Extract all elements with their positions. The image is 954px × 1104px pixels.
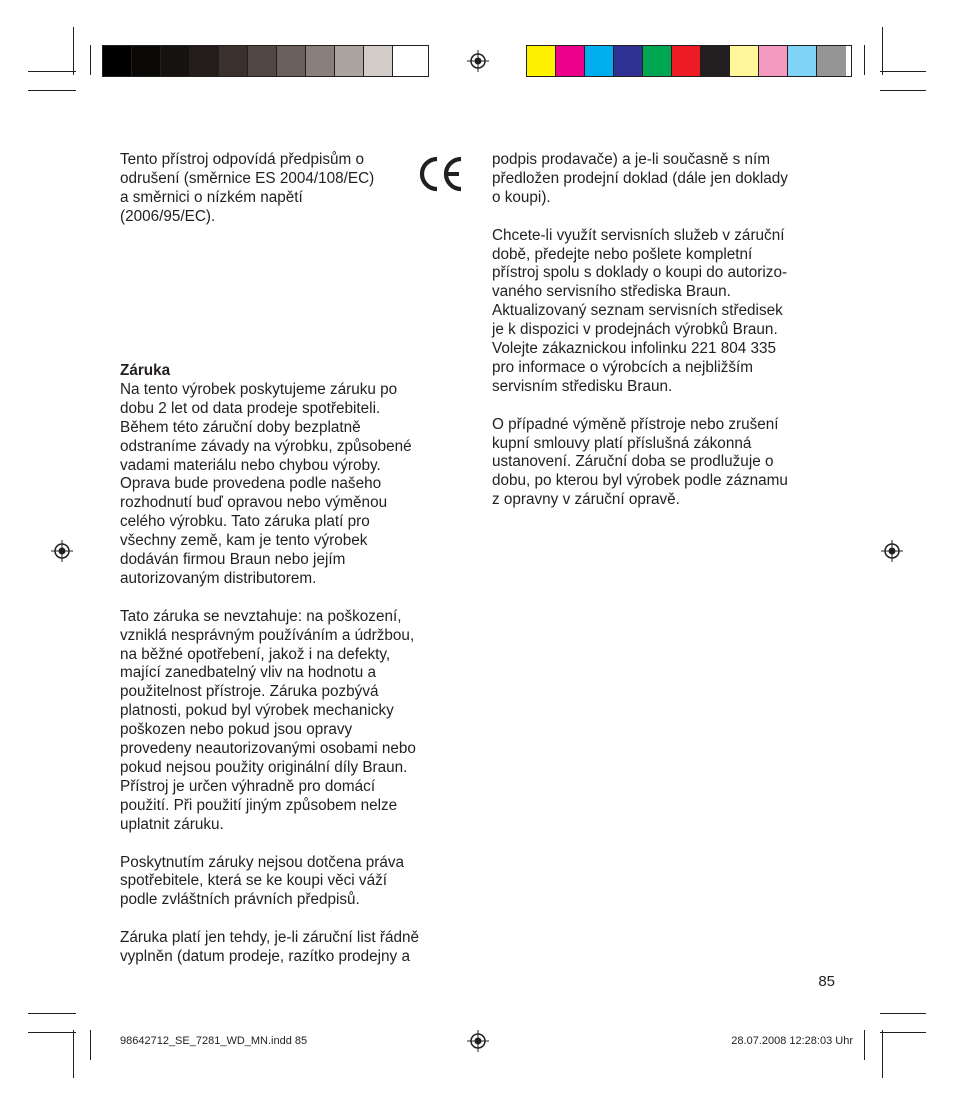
color-swatch [248,46,277,76]
color-swatch [277,46,306,76]
color-swatch [219,46,248,76]
color-swatch [701,46,730,76]
warranty-paragraph: O případné výměně přístroje nebo zrušení kupní smlouvy platí příslušná zákonná ustanovení. Záruční doba se prodlužuje o dobu, po kterou byl výrobek podle záznamu z opravny v záruční opravě. [492,415,788,509]
color-swatch [788,46,817,76]
crop-mark [882,1030,883,1078]
crop-mark [73,1030,74,1078]
crop-mark [864,1030,865,1060]
page-number: 85 [818,973,835,990]
warranty-paragraph: podpis prodavače) a je-li současně s ním předložen prodejní doklad (dále jen doklady o koupi). [492,151,788,206]
warranty-paragraph: Na tento výrobek poskytujeme záruku po dobu 2 let od data prodeje spotřebiteli. Během této záruční doby bezplatně odstraníme závady na výrobku, způsobené vadami materiálu nebo chybou výroby. Oprava bude provedena podle našeho rozhodnutí buď opravou nebo výměnou celého výrobku. Tato záruka platí pro všechny země, kam je tento výrobek dodáván firmou Braun nebo jejím autorizovaným distributorem. [120,380,412,587]
crop-mark [882,27,883,75]
crop-mark [90,45,91,75]
color-swatch [161,46,190,76]
crop-mark [880,1032,926,1033]
crop-mark [73,27,74,75]
color-swatch [643,46,672,76]
color-swatch [393,46,422,76]
footer-file-slug: 98642712_SE_7281_WD_MN.indd 85 [120,1035,308,1047]
conformity-statement [120,151,420,227]
color-swatch [335,46,364,76]
color-swatch [306,46,335,76]
warranty-column-left [120,362,465,967]
crop-mark [28,1032,76,1033]
crop-mark [880,1013,926,1014]
registration-mark-icon [467,1030,489,1052]
color-swatch [556,46,585,76]
warranty-heading: Záruka [120,362,171,379]
color-swatch [614,46,643,76]
color-swatch [817,46,846,76]
warranty-paragraph: Záruka platí jen tehdy, je-li záruční list řádně vyplněn (datum prodeje, razítko prodejny a [120,929,419,966]
footer-timestamp: 28.07.2008 12:28:03 Uhr [731,1035,853,1047]
crop-mark [864,45,865,75]
greyscale-color-bar [102,45,429,77]
conformity-text: Tento přístroj odpovídá předpisům o odrušení (směrnice ES 2004/108/EC) a směrnici o nízkém napětí (2006/95/EC). [120,151,375,225]
color-swatch [103,46,132,76]
color-swatch [759,46,788,76]
warranty-paragraph: Poskytnutím záruky nejsou dotčena práva spotřebitele, která se ke koupi věci váží podle zvláštních právních předpisů. [120,853,404,909]
registration-mark-icon [881,540,903,562]
warranty-column-right [492,151,837,510]
color-swatch [585,46,614,76]
registration-mark-icon [467,50,489,72]
crop-mark [880,71,926,72]
color-swatch [132,46,161,76]
ce-mark-icon [418,155,464,193]
crop-mark [28,71,76,72]
process-color-bar [526,45,852,77]
color-swatch [190,46,219,76]
crop-mark [880,90,926,91]
crop-mark [90,1030,91,1060]
color-swatch [730,46,759,76]
crop-mark [28,90,76,91]
color-swatch [527,46,556,76]
color-swatch [364,46,393,76]
warranty-paragraph: Tato záruka se nevztahuje: na poškození, vzniklá nesprávným používáním a údržbou, na běžné opotřebení, jakož i na defekty, mající zanedbatelný vliv na hodnotu a použitelnost přístroje. Záruka pozbývá platnosti, pokud byl výrobek mechanicky poškozen nebo pokud jsou opravy provedeny neautorizovanými osobami nebo pokud nejsou použity originální díly Braun. Přístroj je určen výhradně pro domácí použití. Při použití jiným způsobem nelze uplatnit záruku. [120,607,416,833]
registration-mark-icon [51,540,73,562]
warranty-paragraph: Chcete-li využít servisních služeb v záruční době, předejte nebo pošlete kompletní přístroj spolu s doklady o koupi do autorizo- vaného servisního střediska Braun. Aktualizovaný seznam servisních středisek je k dispozici v prodejnách výrobků Braun. Volejte zákaznickou infolinku 221 804 335 pro informace o výrobcích a nejbližším servisním středisku Braun. [492,226,788,395]
color-swatch [672,46,701,76]
crop-mark [28,1013,76,1014]
